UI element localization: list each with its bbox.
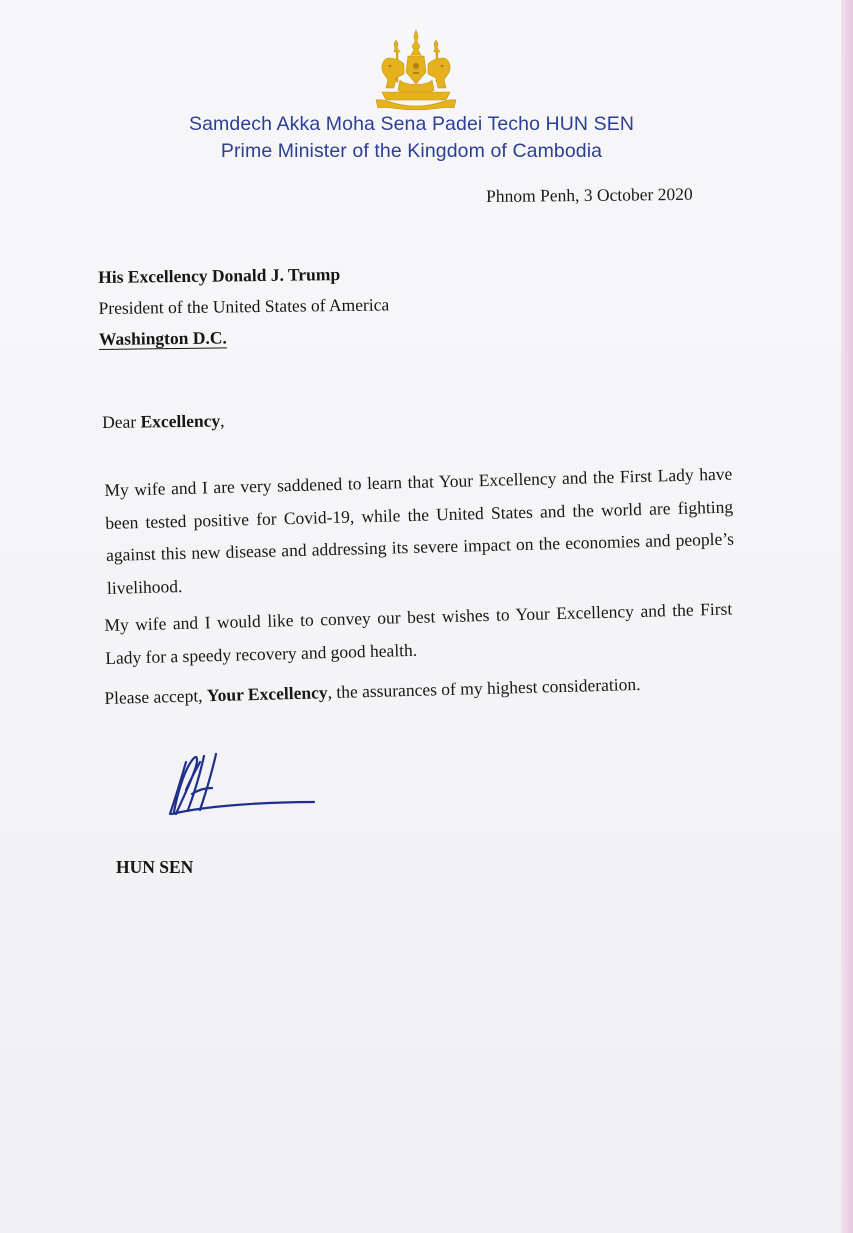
salutation	[102, 411, 225, 433]
background-edge	[839, 0, 853, 1233]
letterhead-name: Samdech Akka Moha Sena Padei Techo HUN SEN	[189, 113, 634, 135]
handwritten-signature-icon	[164, 750, 324, 822]
paragraph-2: My wife and I would like to convey our best wishes to Your Excellency and the First Lady for a speedy recovery and good health.	[104, 598, 733, 668]
recipient-city: Washington D.C.	[98, 327, 227, 349]
recipient-address	[98, 258, 390, 355]
letterhead-title: Prime Minister of the Kingdom of Cambodia	[220, 140, 603, 162]
paragraph-3	[104, 666, 733, 715]
paragraph-1: My wife and I are very saddened to learn that Your Excellency and the First Lady have been tested positive for Covid-19, while the United States and the world are fighting against this new disease and addressing its severe impact on the economies and people’s livelihood.	[104, 463, 735, 598]
salutation-bold: Excellency	[140, 410, 221, 432]
paragraph-3-suffix: , the assurances of my highest consideration.	[327, 673, 641, 703]
paragraph-3-bold: Your Excellency	[206, 682, 328, 706]
date-line: Phnom Penh, 3 October 2020	[486, 183, 693, 206]
salutation-prefix: Dear	[102, 411, 141, 432]
signer-name: HUN SEN	[116, 857, 194, 877]
paragraph-3-prefix: Please accept,	[104, 685, 208, 708]
royal-arms-of-cambodia-icon	[374, 28, 458, 110]
recipient-title: President of the United States of America	[98, 294, 390, 318]
recipient-name: His Excellency Donald J. Trump	[98, 264, 341, 287]
salutation-suffix: ,	[220, 410, 225, 431]
